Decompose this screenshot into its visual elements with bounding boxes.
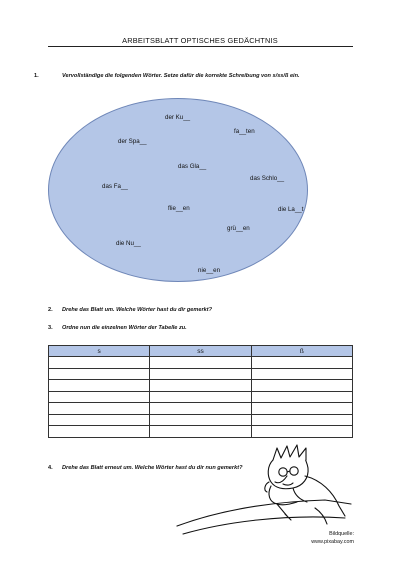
table-cell[interactable] [150, 357, 251, 369]
credit-link[interactable]: www.pixabay.com [311, 539, 354, 545]
table-cell[interactable] [251, 357, 352, 369]
table-row [49, 426, 353, 438]
word-item: nie__en [198, 267, 221, 274]
task-1-text: Vervollständige die folgenden Wörter. Setze dafür die korrekte Schreibung von s/ss/ß ein. [62, 73, 300, 79]
task-1 [34, 72, 367, 80]
table-cell[interactable] [49, 391, 150, 403]
table-cell[interactable] [251, 380, 352, 392]
table-cell[interactable] [251, 426, 352, 438]
table-cell[interactable] [49, 414, 150, 426]
column-header-s: s [49, 346, 150, 357]
task-4-number: 4. [48, 465, 53, 471]
task-2-number: 2. [48, 307, 53, 313]
task-2 [48, 306, 353, 314]
table-row [49, 391, 353, 403]
task-3-number: 3. [48, 325, 53, 331]
image-credit [284, 530, 354, 546]
word-item: grü__en [227, 225, 250, 232]
word-item: die Nu__ [116, 240, 141, 247]
table-cell[interactable] [49, 403, 150, 415]
table-row [49, 380, 353, 392]
word-item: das Schlo__ [250, 175, 285, 182]
task-4-text: Drehe das Blatt erneut um. Welche Wörter hast du dir nun gemerkt? [62, 465, 243, 471]
task-3 [48, 324, 353, 332]
column-header-sz: ß [251, 346, 352, 357]
table-cell[interactable] [150, 391, 251, 403]
credit-label: Bildquelle: [329, 531, 354, 537]
table-cell[interactable] [150, 403, 251, 415]
task-2-text: Drehe das Blatt um. Welche Wörter hast du dir gemerkt? [62, 307, 213, 313]
table-row [49, 414, 353, 426]
table-cell[interactable] [251, 391, 352, 403]
table-cell[interactable] [49, 357, 150, 369]
word-item: die La__t [278, 206, 304, 213]
sorting-table [48, 345, 353, 438]
word-item: flie__en [168, 205, 190, 212]
column-header-ss: ss [150, 346, 251, 357]
word-item: fa__ten [234, 128, 255, 135]
table-cell[interactable] [150, 368, 251, 380]
task-1-number: 1. [34, 73, 39, 79]
title-rule [48, 46, 353, 47]
page-title: ARBEITSBLATT OPTISCHES GEDÄCHTNIS [122, 36, 278, 45]
table-cell[interactable] [150, 426, 251, 438]
table-header-row [49, 346, 353, 357]
table-cell[interactable] [251, 414, 352, 426]
table-cell[interactable] [49, 368, 150, 380]
table-row [49, 403, 353, 415]
table-cell[interactable] [150, 414, 251, 426]
word-item: der Ku__ [165, 114, 191, 121]
word-item: das Gla__ [178, 163, 207, 170]
table-cell[interactable] [251, 403, 352, 415]
table-row [49, 368, 353, 380]
table-row [49, 357, 353, 369]
table-cell[interactable] [251, 368, 352, 380]
table-cell[interactable] [150, 380, 251, 392]
word-item: das Fa__ [102, 183, 128, 190]
word-item: der Spa__ [118, 138, 147, 145]
table-cell[interactable] [49, 380, 150, 392]
word-ellipse [48, 98, 308, 282]
task-3-text: Ordne nun die einzelnen Wörter der Tabelle zu. [62, 325, 187, 331]
table-cell[interactable] [49, 426, 150, 438]
